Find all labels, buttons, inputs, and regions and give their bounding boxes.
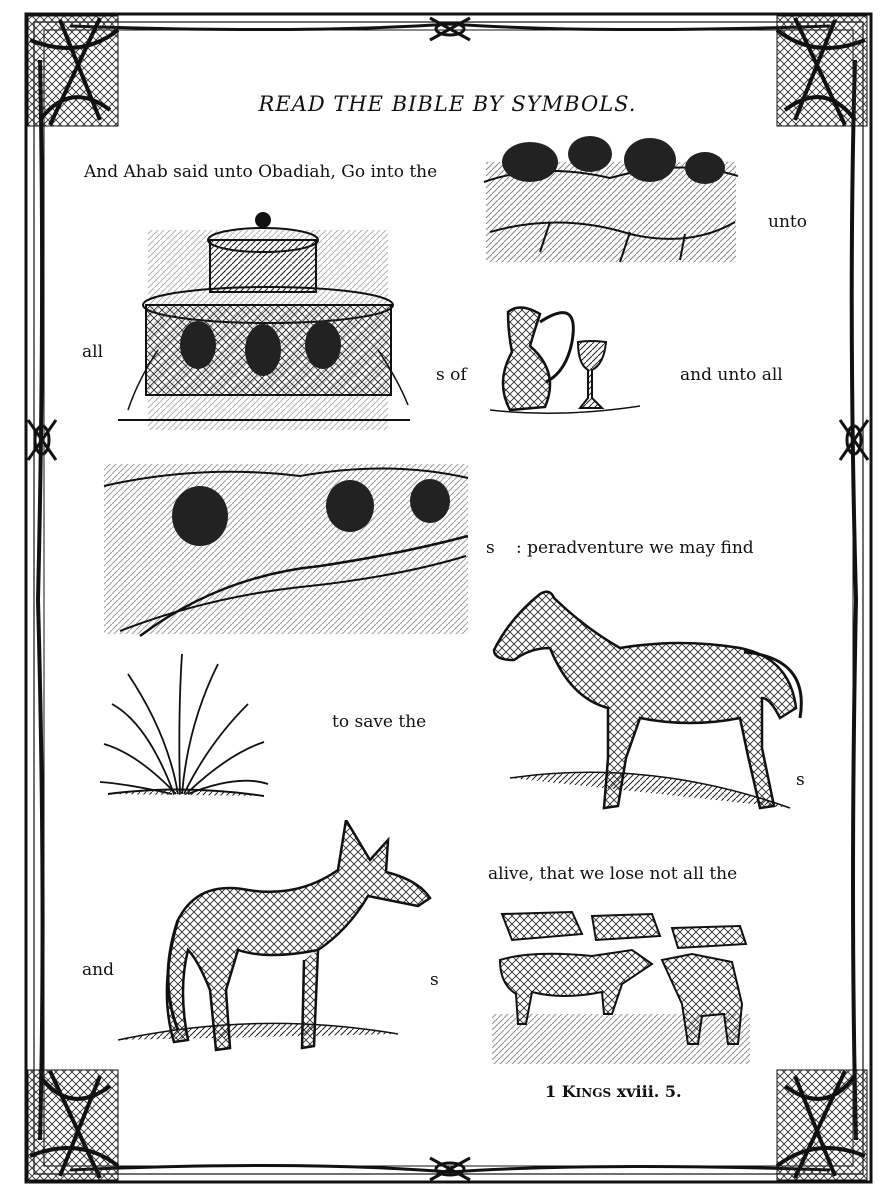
knot-top bbox=[430, 18, 470, 40]
knot-bottom bbox=[430, 1158, 470, 1180]
reference-initial: K bbox=[561, 1082, 576, 1101]
grass-symbol bbox=[98, 654, 270, 802]
text-line-1: And Ahab said unto Obadiah, Go into the bbox=[84, 162, 438, 182]
text-line-2: unto bbox=[768, 212, 807, 232]
text-line-8: to save the bbox=[332, 712, 427, 732]
text-line-9: s bbox=[796, 770, 805, 790]
corner-ornament-br bbox=[777, 1070, 867, 1180]
text-line-12: s bbox=[430, 970, 439, 990]
text-line-3: all bbox=[82, 342, 104, 362]
text-line-11: and bbox=[82, 960, 114, 980]
text-line-7: : peradventure we may find bbox=[516, 538, 754, 558]
brook-symbol bbox=[100, 456, 472, 638]
corner-ornament-bl bbox=[28, 1070, 118, 1180]
text-line-5: and unto all bbox=[680, 365, 783, 385]
knot-left bbox=[28, 420, 56, 460]
knot-right bbox=[840, 420, 868, 460]
scripture-reference bbox=[545, 1082, 682, 1101]
text-line-10: alive, that we lose not all the bbox=[488, 864, 738, 884]
mule-symbol bbox=[118, 820, 434, 1068]
fountain-symbol bbox=[118, 210, 410, 440]
page-title: READ THE BIBLE BY SYMBOLS. bbox=[258, 92, 637, 116]
reference-smallcaps: INGS bbox=[575, 1086, 612, 1100]
water-symbol bbox=[490, 302, 640, 418]
horse-symbol bbox=[490, 588, 808, 824]
reference-number: 1 bbox=[545, 1082, 557, 1101]
land-symbol bbox=[480, 122, 742, 270]
reference-chapter-verse: xviii. 5. bbox=[616, 1082, 682, 1101]
text-line-4: s of bbox=[436, 365, 467, 385]
text-line-6: s bbox=[486, 538, 495, 558]
beasts-symbol bbox=[492, 904, 750, 1068]
